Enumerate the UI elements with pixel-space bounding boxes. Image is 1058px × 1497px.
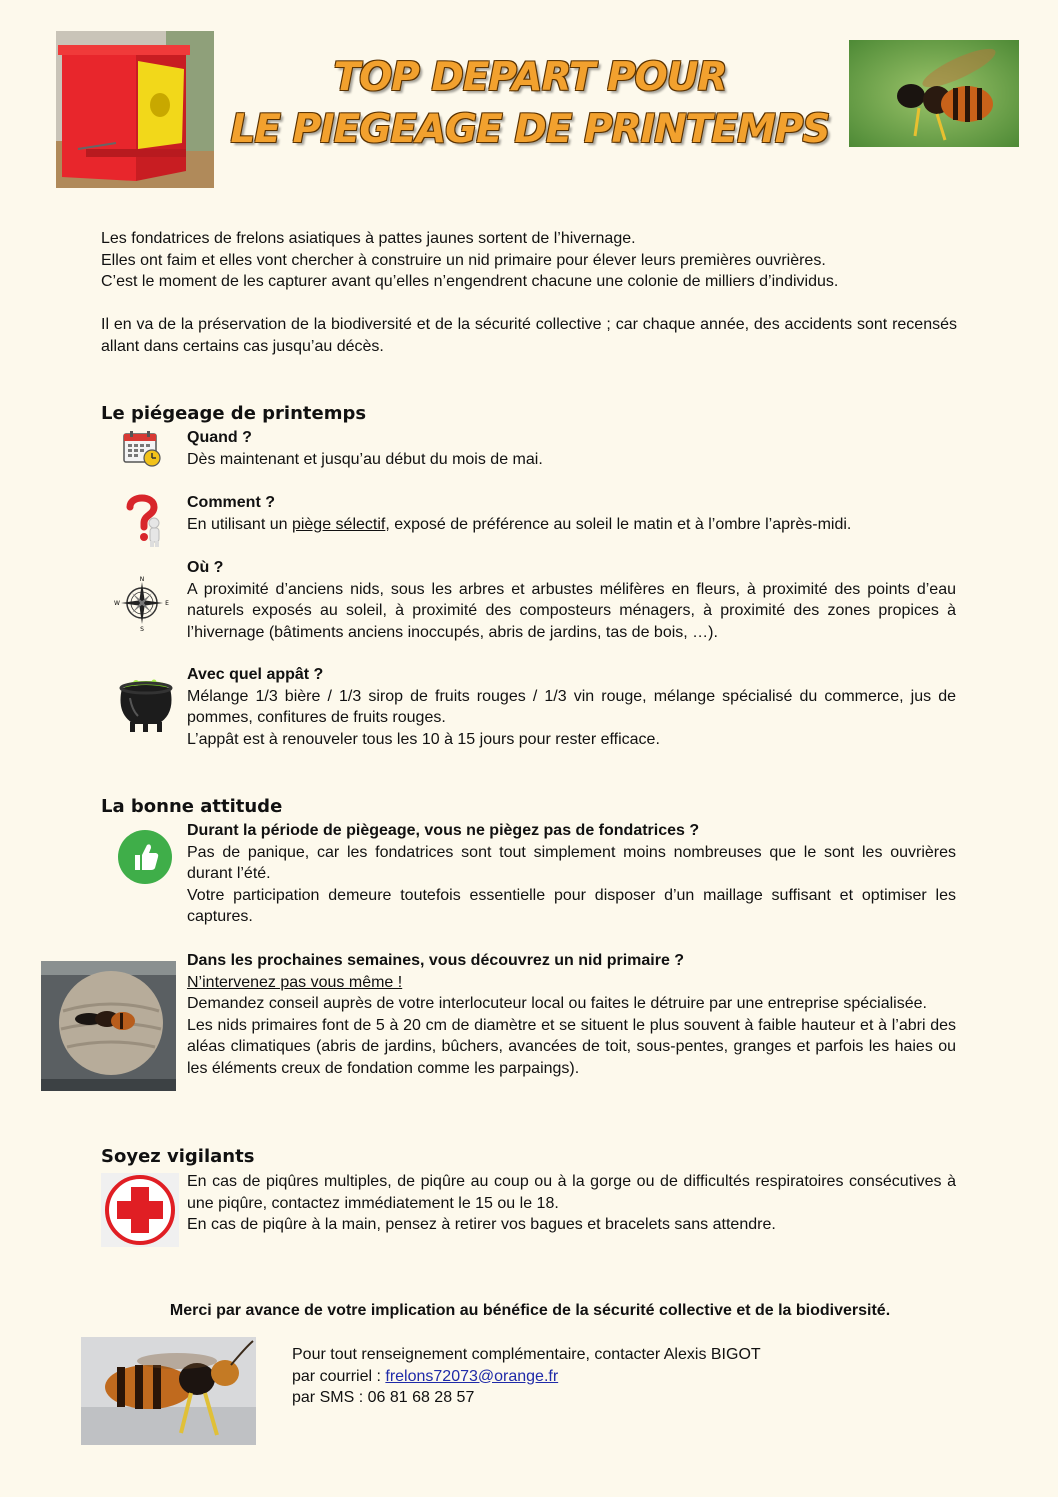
attitude-q2-p2: Les nids primaires font de 5 à 20 cm de diamètre et se situent le plus souvent à faible hauteur et à l’abri des aléas climatiques (abris de jardins, bûchers, avancées de toit, sous-pentes, granges et parfois les haies ou les éléments creux de fondation comme les parpaings). xyxy=(187,1016,956,1077)
selective-trap-link[interactable]: piège sélectif xyxy=(291,515,386,533)
where-label: Où ? xyxy=(187,559,224,576)
section-heading-trapping: Le piégeage de printemps xyxy=(101,403,367,424)
bait-renew: L’appât est à renouveler tous les 10 à 15 jours pour rester efficace. xyxy=(187,730,660,748)
page-title xyxy=(200,52,860,156)
question-mark-icon xyxy=(124,493,164,547)
intro xyxy=(101,228,957,293)
compass-s: S xyxy=(140,626,144,632)
compass-e: E xyxy=(165,600,169,607)
contact-line-1: Pour tout renseignement complémentaire, contacter Alexis BIGOT xyxy=(292,1346,761,1363)
compass-w: W xyxy=(114,600,120,607)
how-text xyxy=(187,514,957,536)
when-text: Dès maintenant et jusqu’au début du mois de mai. xyxy=(187,450,543,468)
vigilance-p1: En cas de piqûres multiples, de piqûre au coup ou à la gorge ou de difficultés respiratoires consécutives à une piqûre, contactez immédiatement le 15 ou le 18. xyxy=(187,1173,956,1212)
intro-line-2: Elles ont faim et elles vont chercher à construire un nid primaire pour élever leurs premières ouvrières. xyxy=(101,251,826,269)
thumbs-up-icon xyxy=(116,828,174,886)
calendar-clock-icon xyxy=(122,430,162,468)
attitude-q2-p1: Demandez conseil auprès de votre interlocuteur local ou faites le détruire par une entreprise spécialisée. xyxy=(187,995,927,1012)
primary-nest-photo xyxy=(41,961,176,1091)
hornet-flying-photo xyxy=(849,40,1019,147)
contact-block xyxy=(292,1344,942,1409)
cauldron-icon xyxy=(116,676,176,734)
contact-email-line xyxy=(292,1366,942,1388)
attitude-q2-label: Dans les prochaines semaines, vous découvrez un nid primaire ? xyxy=(187,952,685,969)
vigilance-block xyxy=(187,1171,956,1236)
title-line-1: TOP DEPART POUR xyxy=(333,55,727,100)
vigilance-p2: En cas de piqûre à la main, pensez à retirer vos bagues et bracelets sans attendre. xyxy=(187,1216,776,1233)
how-block xyxy=(187,492,957,535)
bait-label: Avec quel appât ? xyxy=(187,666,324,683)
when-block xyxy=(187,427,957,470)
title-line-2: LE PIEGEAGE DE PRINTEMPS xyxy=(230,107,830,152)
bait-block xyxy=(187,664,956,750)
attitude-q1-p1: Pas de panique, car les fondatrices sont tout simplement moins nombreuses que le sont les ouvrières durant l’été. xyxy=(187,843,956,882)
when-label: Quand ? xyxy=(187,429,252,446)
compass-n: N xyxy=(139,576,145,583)
attitude-q2-warning: N’intervenez pas vous même ! xyxy=(187,973,403,991)
trap-photo xyxy=(56,31,214,188)
contact-sms: par SMS : 06 81 68 28 57 xyxy=(292,1389,475,1406)
attitude-q2-block xyxy=(187,950,956,1079)
thanks-line: Merci par avance de votre implication au bénéfice de la sécurité collective et de la biodiversité. xyxy=(169,1302,891,1319)
where-block xyxy=(187,557,956,643)
section-heading-vigilance: Soyez vigilants xyxy=(101,1146,255,1167)
attitude-q1-label: Durant la période de piègeage, vous ne piègez pas de fondatrices ? xyxy=(187,822,700,839)
intro-paragraph-2: Il en va de la préservation de la biodiversité et de la sécurité collective ; car chaque année, des accidents sont recensés allant dans certains cas jusqu’au décès. xyxy=(101,316,957,355)
compass-rose-icon xyxy=(112,574,172,632)
hornet-closeup-photo xyxy=(81,1337,256,1445)
intro-line-3: C’est le moment de les capturer avant qu’elles n’engendrent chacune une colonie de milliers d’individus. xyxy=(101,273,839,290)
how-text-before: En utilisant un xyxy=(187,515,292,533)
contact-email-prefix: par courriel : xyxy=(292,1367,386,1385)
intro-line-1: Les fondatrices de frelons asiatiques à pattes jaunes sortent de l’hivernage. xyxy=(101,230,636,247)
how-text-after: , exposé de préférence au soleil le matin et à l’ombre l’après-midi. xyxy=(385,515,852,533)
bait-text: Mélange 1/3 bière / 1/3 sirop de fruits rouges / 1/3 vin rouge, mélange spécialisé du commerce, jus de pommes, confitures de fruits rouges. xyxy=(187,687,956,726)
contact-email-link[interactable]: frelons72073@orange.fr xyxy=(385,1367,559,1385)
attitude-q1-p2: Votre participation demeure toutefois essentielle pour disposer d’un maillage suffisant et optimiser les captures. xyxy=(187,886,956,925)
how-label: Comment ? xyxy=(187,494,275,511)
attitude-q1-block xyxy=(187,820,956,928)
where-text: A proximité d’anciens nids, sous les arbres et arbustes mélifères en fleurs, à proximité des points d’eau naturels exposés au soleil, à proximité des composteurs ménagers, à proximité des zones propices à l’hivernage (bâtiments anciens inoccupés, abris de jardins, tas de bois, …). xyxy=(187,580,956,641)
section-heading-attitude: La bonne attitude xyxy=(101,796,283,817)
red-cross-icon xyxy=(101,1173,179,1247)
